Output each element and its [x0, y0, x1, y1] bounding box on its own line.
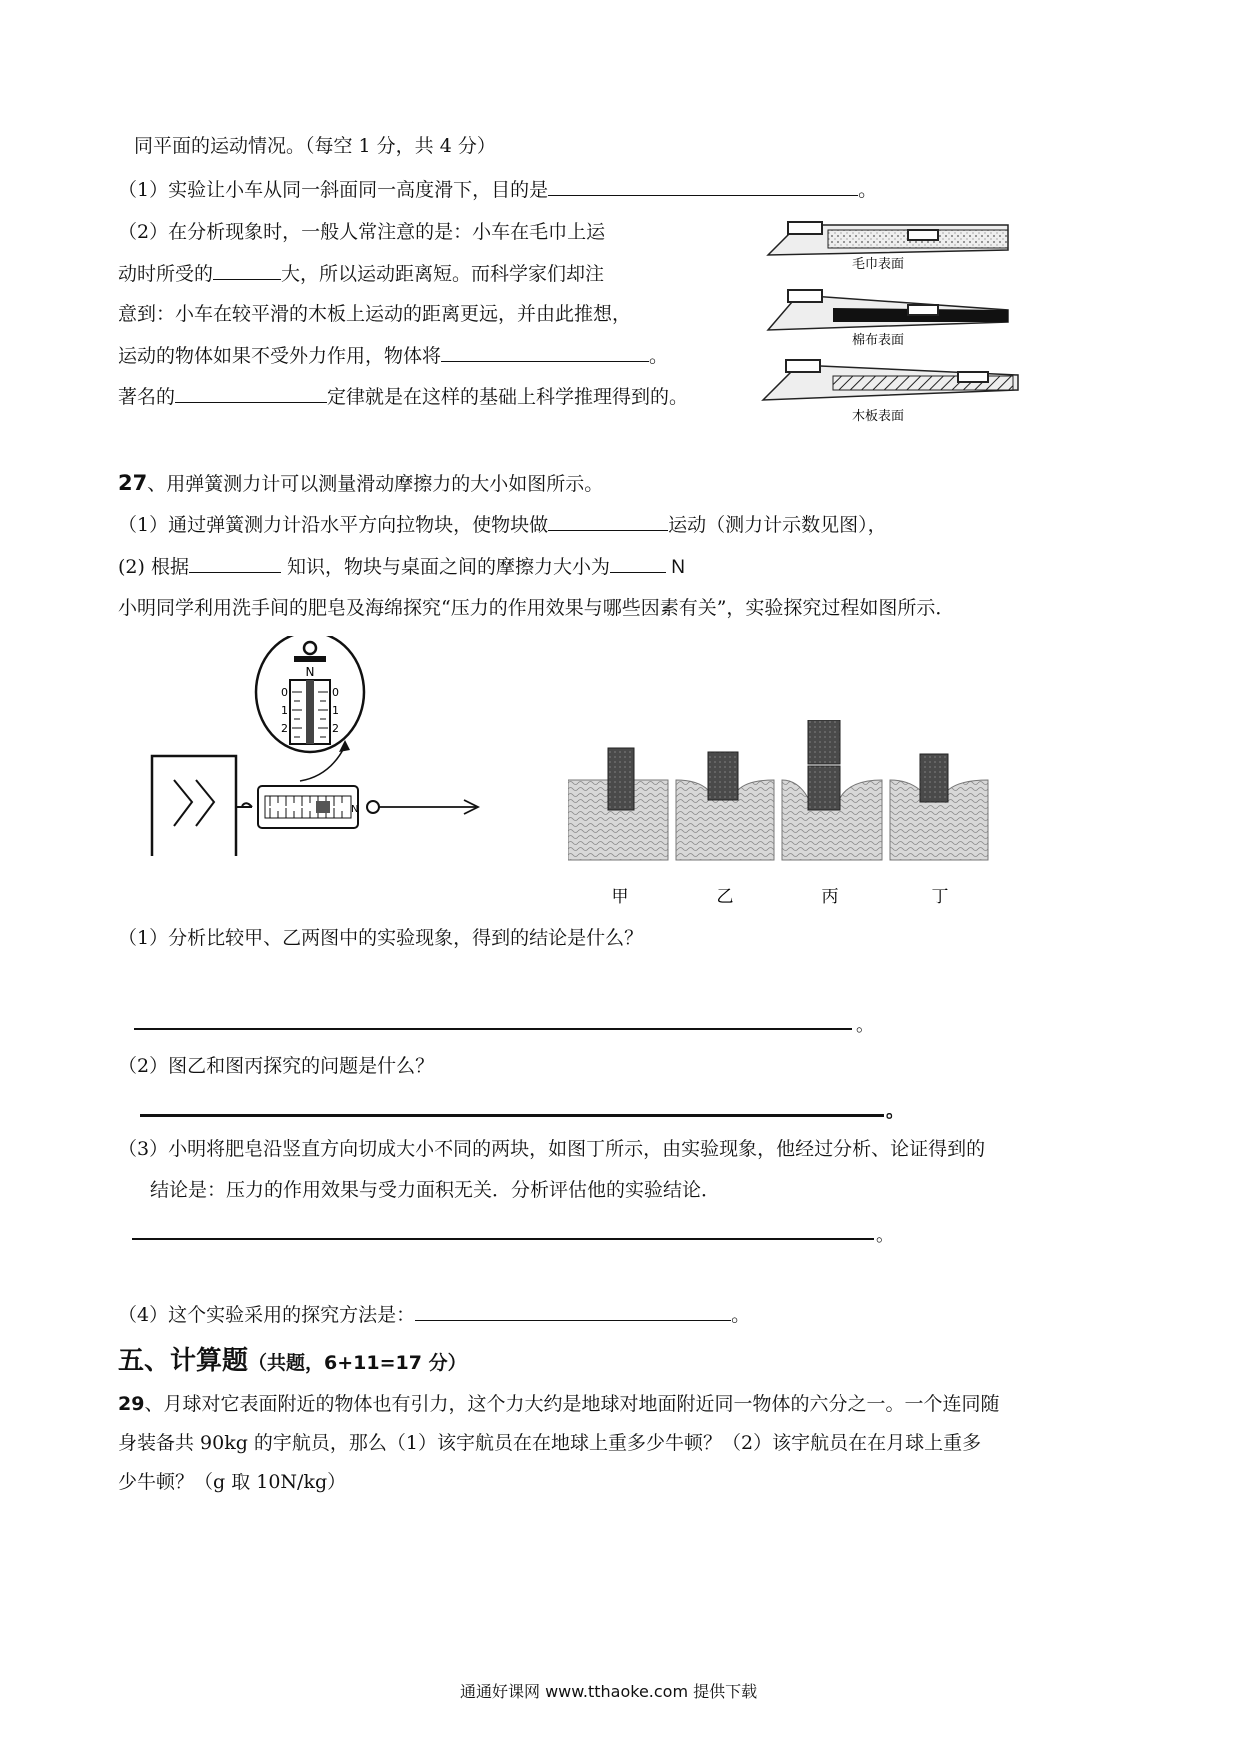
answer-blank[interactable] [548, 175, 858, 196]
gauge-tick-label: 1 [332, 704, 339, 717]
answer-blank[interactable] [441, 341, 649, 362]
sponge-yi [676, 752, 774, 907]
section-title: 五、计算题 [118, 1346, 249, 1376]
q28-part1: （1）分析比较甲、乙两图中的实验现象，得到的结论是什么？ [118, 927, 644, 949]
text-segment: 大，所以运动距离短。而科学家们却注 [281, 263, 605, 285]
answer-blank[interactable] [189, 552, 281, 573]
question-number: 29 [118, 1393, 145, 1415]
q28-part3-line2: 结论是：压力的作用效果与受力面积无关．分析评估他的实验结论． [150, 1179, 721, 1201]
q28-part4 [118, 1300, 750, 1330]
question-text: 、用弹簧测力计可以测量滑动摩擦力的大小如图所示。 [147, 473, 604, 495]
answer-blank[interactable] [548, 510, 668, 531]
q26-part2-line4 [118, 341, 668, 371]
gauge-tick-label: 0 [281, 686, 288, 699]
answer-line-3[interactable] [132, 1238, 874, 1240]
q27-part1 [118, 510, 887, 540]
spring-scale [258, 786, 358, 828]
gauge-tick-label: 1 [281, 704, 288, 717]
text-segment: 知识，物块与桌面之间的摩擦力大小为 [280, 556, 611, 578]
scale-letter: N [351, 804, 359, 815]
q29-line3: 少牛顿？（g 取 10N/kg） [118, 1471, 347, 1493]
surface-label: 木板表面 [851, 409, 905, 424]
q26-part2-line1: （2）在分析现象时，一般人常注意的是：小车在毛巾上运 [118, 221, 606, 243]
period: 。 [858, 179, 878, 201]
q29-line1 [118, 1390, 999, 1419]
period: 。 [731, 1304, 751, 1326]
question-number: 27 [118, 471, 148, 495]
period: 。 [876, 1225, 894, 1246]
text-segment: (2) 根据 [118, 556, 189, 578]
figure-label: 甲 [611, 887, 629, 907]
towel-surface [768, 222, 1008, 272]
q26-intro-tail: 同平面的运动情况。（每空 1 分，共 4 分） [134, 135, 496, 157]
sponge-figure [568, 720, 1014, 910]
q26-part1-text: （1）实验让小车从同一斜面同一高度滑下，目的是 [118, 179, 549, 201]
answer-blank[interactable] [175, 382, 327, 403]
q28-part3-line1: （3）小明将肥皂沿竖直方向切成大小不同的两块，如图丁所示，由实验现象，他经过分析、论证得到的 [118, 1138, 986, 1160]
sponge-ding [890, 754, 988, 907]
period: 。 [886, 1101, 904, 1122]
q27-title [118, 468, 603, 500]
sponge-bing [782, 720, 882, 907]
wood-surface [763, 360, 1018, 424]
text-segment: 动时所受的 [118, 263, 214, 285]
surface-label: 棉布表面 [851, 333, 905, 348]
text-segment: 定律就是在这样的基础上科学推理得到的。 [327, 386, 689, 408]
block [152, 756, 236, 856]
q27-part2 [118, 552, 685, 583]
answer-blank[interactable] [415, 1300, 731, 1321]
answer-blank[interactable] [610, 552, 666, 573]
soap-intro: 小明同学利用洗手间的肥皂及海绵探究“压力的作用效果与哪些因素有关”，实验探究过程如图所示． [118, 597, 955, 619]
figure-label: 丁 [931, 887, 949, 907]
question-text: 、月球对它表面附近的物体也有引力，这个力大约是地球对地面附近同一物体的六分之一。一个连同随 [144, 1393, 1000, 1415]
q26-part2-line5 [118, 382, 688, 412]
section-5-heading [118, 1342, 467, 1381]
answer-line-2[interactable] [140, 1114, 884, 1117]
text-segment: （1）通过弹簧测力计沿水平方向拉物块，使物块做 [118, 514, 549, 536]
q26-part2-line3: 意到：小车在较平滑的木板上运动的距离更远，并由此推想， [118, 303, 632, 325]
answer-blank[interactable] [213, 259, 281, 280]
gauge-tick-label: 2 [281, 722, 288, 735]
text-segment: （4）这个实验采用的探究方法是： [118, 1304, 416, 1326]
surface-label: 毛巾表面 [851, 257, 905, 272]
period: 。 [649, 345, 669, 367]
text-segment: 著名的 [118, 386, 176, 408]
gauge-tick-label: 0 [332, 686, 339, 699]
footer: 通通好课网 www.tthaoke.com 提供下载 [460, 1682, 758, 1701]
cotton-surface [768, 290, 1008, 348]
q28-part2: （2）图乙和图丙探究的问题是什么？ [118, 1055, 435, 1077]
figure-label: 乙 [716, 887, 734, 907]
surfaces-figure [758, 210, 1028, 432]
q26-part2-line2 [118, 259, 604, 289]
gauge-tick-label: 2 [332, 722, 339, 735]
section-subtitle: （共题，6+11=17 分） [248, 1352, 467, 1374]
q29-line2: 身装备共 90kg 的宇航员，那么（1）该宇航员在在地球上重多少牛顿？（2）该宇航员在在月球上重多 [118, 1432, 982, 1454]
figure-label: 丙 [821, 887, 839, 907]
text-segment: 运动（测力计示数见图）， [668, 514, 887, 536]
unit: N [671, 557, 686, 578]
spring-scale-figure [130, 636, 535, 856]
answer-line-1[interactable] [134, 1028, 852, 1030]
text-segment: 运动的物体如果不受外力作用，物体将 [118, 345, 442, 367]
sponge-jia [568, 748, 668, 907]
q26-part1 [118, 175, 877, 205]
period: 。 [856, 1015, 874, 1036]
gauge-letter: N [305, 665, 315, 679]
